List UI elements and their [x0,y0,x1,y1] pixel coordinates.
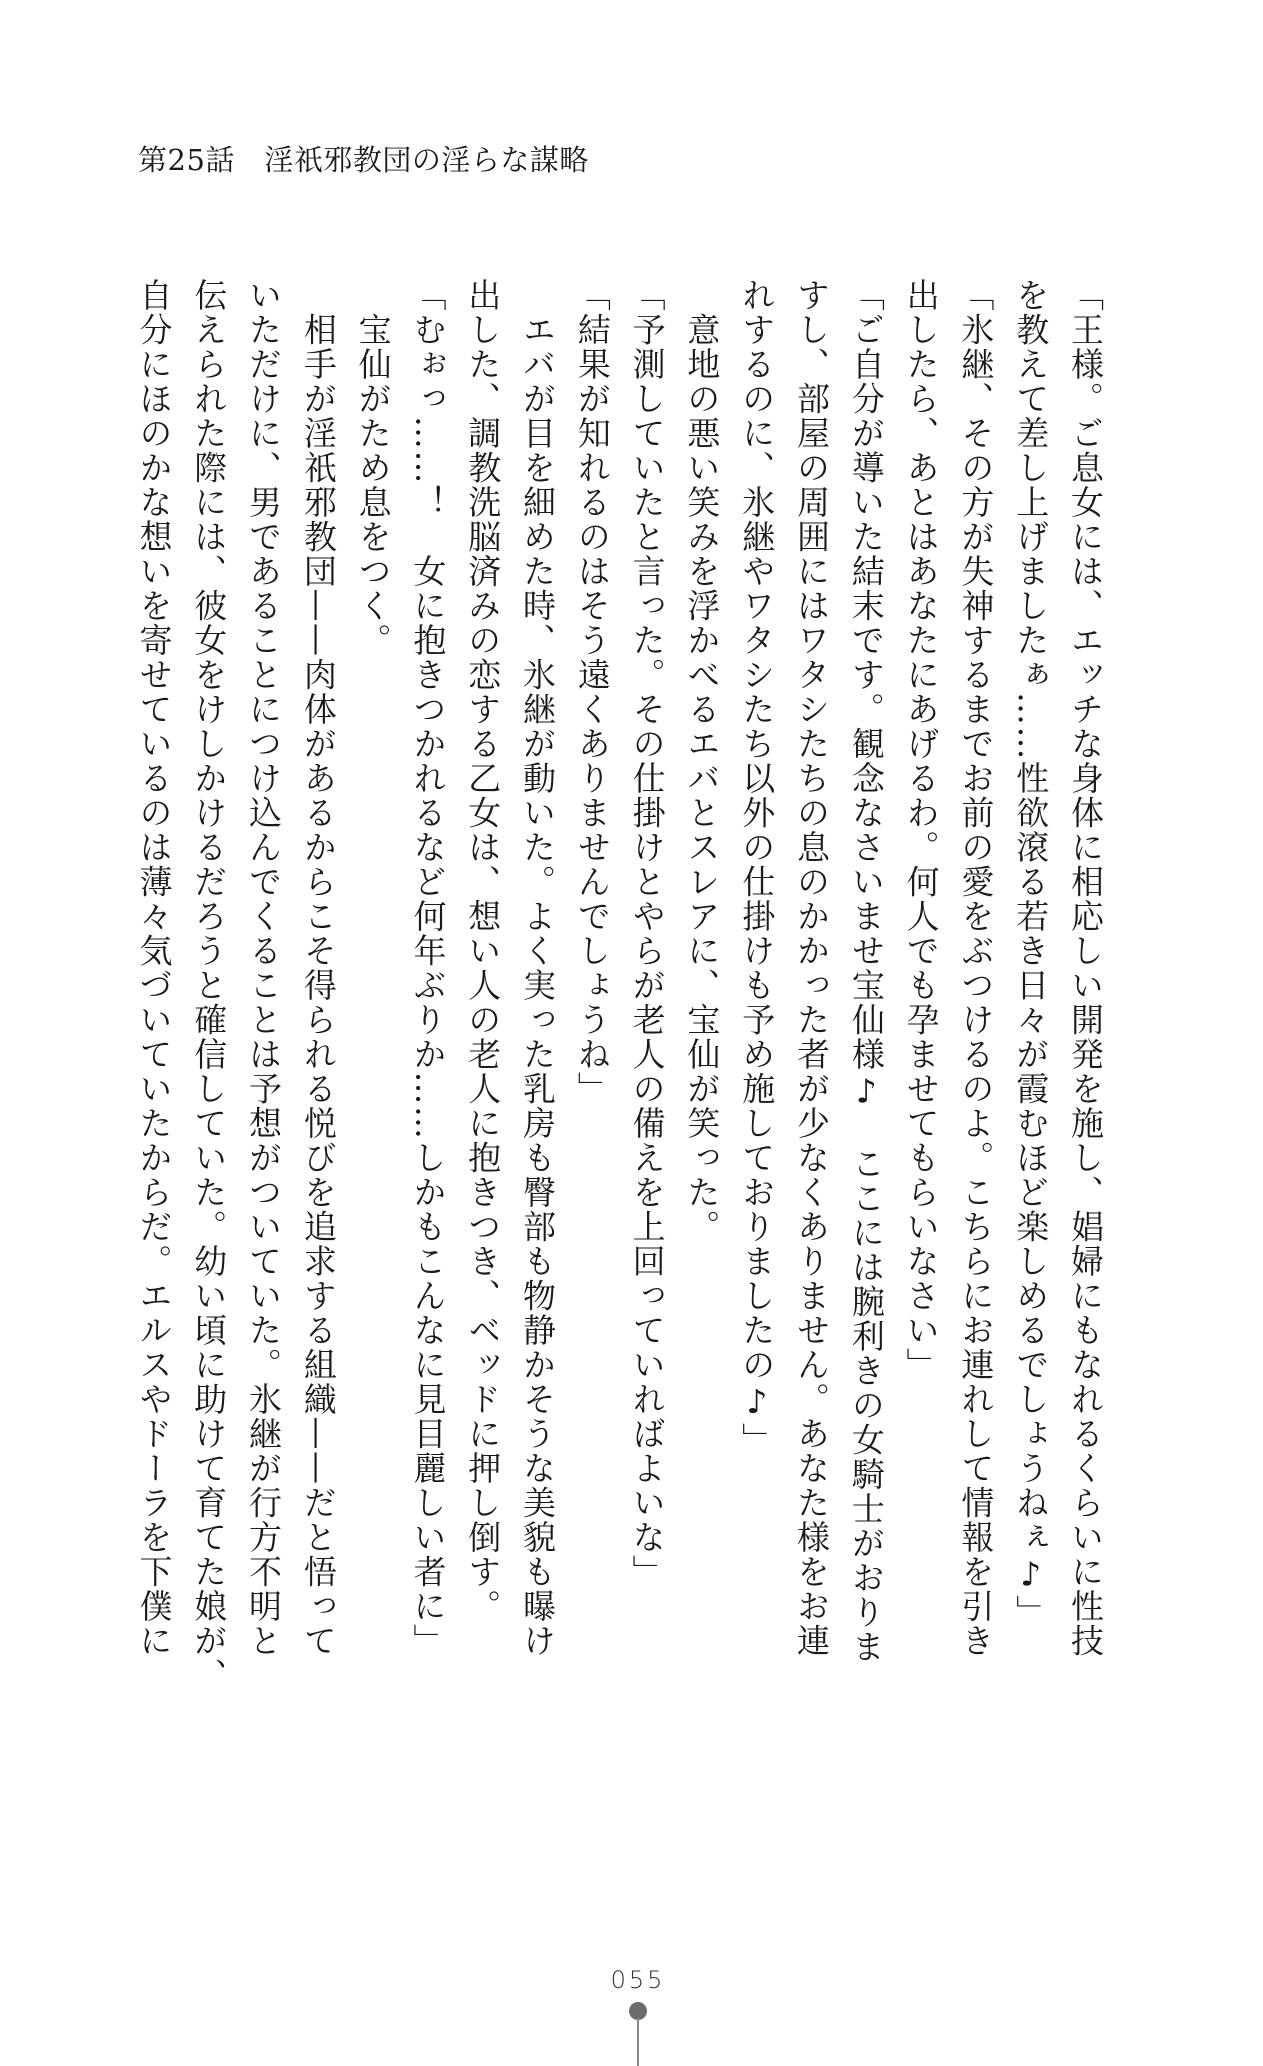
text-line: 出した、調教洗脳済みの恋する乙女は、想い人の老人に抱きつき、ベッドに押し倒す。 [463,278,503,1624]
text-line: 「結果が知れるのはそう遠くありませんでしょうね」 [572,278,612,1106]
text-line: 「ご自分が導いた結末です。観念なさいませ宝仙様♪ ここには腕利きの女騎士がおりま [846,278,886,1664]
chapter-title: 第25話 淫祇邪教団の淫らな謀略 [138,143,589,177]
page-number: 055 [610,1966,666,1994]
body-text [126,278,1112,1698]
text-line: 出したら、あとはあなたにあげるわ。何人でも孕ませてもらいなさい」 [901,278,941,1382]
text-line: 「予測していたと言った。その仕掛けとやらが老人の備えを上回っていればよいな」 [627,278,667,1589]
text-line: 「むぉっ……！ 女に抱きつかれるなど何年ぶりか……しかもこんなに見目麗しい者に」 [408,278,448,1658]
text-line: 自分にほのかな想いを寄せているのは薄々気づいていたからだ。エルスやドーラを下僕に [134,278,174,1658]
text-line: エバが目を細めた時、氷継が動いた。よく実った乳房も臀部も物静かそうな美貌も曝け [518,278,558,1658]
text-line: 「氷継、その方が失神するまでお前の愛をぶつけるのよ。こちらにお連れして情報を引き [956,278,996,1658]
text-line: 意地の悪い笑みを浮かべるエバとスレアに、宝仙が笑った。 [682,278,722,1244]
text-line: を教えて差し上げましたぁ……性欲滾る若き日々が霞むほど楽しめるでしょうねぇ♪」 [1011,278,1051,1630]
text-line: 相手が淫祇邪教団——肉体があるからこそ得られる悦びを追求する組織——だと悟って [298,278,338,1658]
text-line: 「王様。ご息女には、エッチな身体に相応しい開発を施し、娼婦にもなれるくらいに性技 [1066,278,1105,1658]
text-line: れするのに、氷継やワタシたち以外の仕掛けも予め施しておりましたの♪」 [737,278,777,1457]
text-line: すし、部屋の周囲にはワタシたちの息のかかった者が少なくありません。あなた様をお連 [792,278,832,1658]
text-line: いただけに、男であることにつけ込んでくることは予想がついていた。氷継が行方不明と [244,278,284,1658]
page-marker-line [637,2018,639,2066]
text-line: 宝仙がため息をつく。 [353,278,393,658]
text-line: 伝えられた際には、彼女をけしかけるだろうと確信していた。幼い頃に助けて育てた娘が、 [189,278,229,1693]
